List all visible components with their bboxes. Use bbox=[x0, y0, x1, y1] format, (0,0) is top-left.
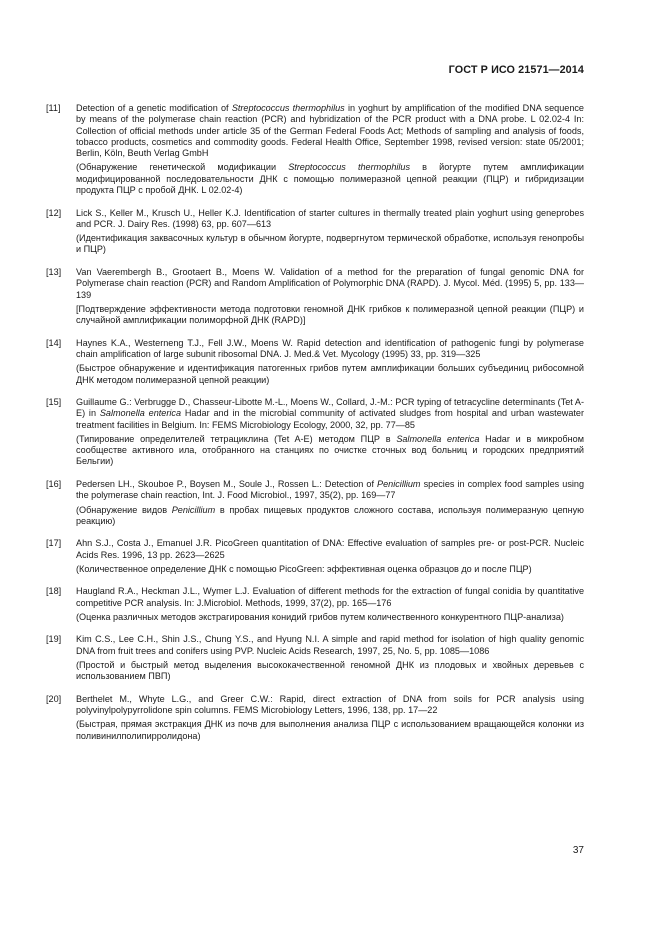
text-run: Hadar and in the microbial community of activated sludges from hospital and urban wastewater treatment facilities in Belgium. In: FEMS Microbiology Ecology, 2000, 32, pp. 77—85 bbox=[76, 408, 584, 430]
reference-body bbox=[76, 338, 584, 386]
reference-item bbox=[46, 397, 584, 468]
reference-citation bbox=[76, 103, 584, 159]
reference-item bbox=[46, 634, 584, 682]
page-number: 37 bbox=[572, 845, 584, 856]
species-name: Streptococcus thermophilus bbox=[288, 162, 411, 173]
reference-item bbox=[46, 103, 584, 196]
text-run: (Идентификация заквасочных культур в обычном йогурте, подвергнутом термической обработке, используя генопробы и ПЦР) bbox=[76, 233, 584, 255]
text-run: Berthelet M., Whyte L.G., and Greer C.W.: Rapid, direct extraction of DNA from soils for PCR analysis using polyvinylpolypyrrolidone spin columns. FEMS Microbiology Letters, 1996, 138, pp. 17—22 bbox=[76, 693, 584, 716]
text-run: Lick S., Keller M., Krusch U., Heller K.J. Identification of starter cultures in thermally treated plain yoghurt using geneprobes and PCR. J. Dairy Res. (1998) 63, pp. 607—613 bbox=[76, 207, 584, 229]
text-run: (Быстрое обнаружение и идентификация патогенных грибов путем амплификации больших субъединиц рибосомной ДНК методом полимеразной цепной реакции) bbox=[76, 363, 584, 385]
reference-citation bbox=[76, 694, 584, 717]
text-run: Hadar и в микробном сообществе активного ила, отобранного на станциях по очистке сточных вод больниц и городских предприятий Бельгии) bbox=[76, 433, 584, 467]
text-run: (Количественное определение ДНК с помощью PicoGreen: эффективная оценка образцов до и после ПЦР) bbox=[76, 563, 532, 574]
species-name: Streptococcus thermophilus bbox=[231, 103, 345, 113]
reference-translation bbox=[76, 719, 584, 742]
reference-translation bbox=[76, 505, 584, 528]
text-run: (Простой и быстрый метод выделения высококачественной геномной ДНК из плодовых и хвойных деревьев с использованием ПВП) bbox=[76, 660, 584, 682]
document-header: ГОСТ Р ИСО 21571—2014 bbox=[448, 64, 584, 76]
text-run: Ahn S.J., Costa J., Emanuel J.R. PicoGreen quantitation of DNA: Effective evaluation of samples pre- or post-PCR. Nucleic Acids Res. 1996, 13 pp. 2623—2625 bbox=[76, 538, 584, 560]
reference-translation bbox=[76, 363, 584, 386]
text-run: Haynes K.A., Westerneng T.J., Fell J.W., Moens W. Rapid detection and identification of pathogenic fungi by polymerase chain amplification of large subunit ribosomal DNA. J. Med.& Vet. Mycology (1995) 33, pp. 319—325 bbox=[76, 337, 584, 359]
reference-citation bbox=[76, 397, 584, 431]
text-run: Van Vaerembergh B., Grootaert B., Moens W. Validation of a method for the preparation of fungal genomic DNA for Polymerase chain reaction (PCR) and Random Amplification of Polymorphic DNA (RAPD). J. Mycol. Méd. (1995) 5, pp. 133—139 bbox=[76, 266, 584, 300]
species-name: Penicillium bbox=[171, 504, 216, 515]
reference-body bbox=[76, 586, 584, 623]
text-run: Guillaume G.: Verbrugge D., Chasseur-Libotte M.-L., Moens W., Collard, J.-M.: PCR typing of tetracycline determinants (Tet A-E) in bbox=[76, 396, 584, 419]
reference-item bbox=[46, 338, 584, 386]
text-run: (Обнаружение генетической модификации bbox=[76, 162, 289, 173]
text-run: (Быстрая, прямая экстракция ДНК из почв для выполнения анализа ПЦР с использованием вращающейся колонки из поливинилполипирролидона) bbox=[76, 719, 584, 741]
reference-list bbox=[46, 103, 584, 753]
reference-body bbox=[76, 397, 584, 468]
reference-number: [13] bbox=[46, 266, 62, 277]
reference-number: [11] bbox=[46, 103, 61, 113]
text-run: Haugland R.A., Heckman J.L., Wymer L.J. Evaluation of different methods for the extraction of fungal conidia by quantitative competitive PCR analysis. In: J.Microbiol. Methods, 1999, 37(2), pp. 165—176 bbox=[76, 586, 584, 608]
text-run: Kim C.S., Lee C.H., Shin J.S., Chung Y.S., and Hyung N.I. A simple and rapid method for isolation of high quality genomic DNA from fruit trees and conifers using PVP. Nucleic Acids Research, 1997, 25, No. 5, pp. 1085—1086 bbox=[76, 634, 584, 656]
text-run: в пробах пищевых продуктов сложного состава, используя полимеразную цепную реакцию) bbox=[76, 504, 584, 526]
reference-body bbox=[76, 103, 584, 196]
text-run: in yoghurt by amplification of the modified DNA sequence by means of the polymerase chain reaction (PCR) and hybridization of the PCR product with a DNA probe. L 02.02-4 In: Collection of official methods under article 35 of the German Federal Foods Act; Methods of sampling and analysis of foods, tobacco products, cosmetics and commodity goods. Federal Health Office, September 1998, revised version: state 05/2001; Berlin, Köln, Beuth Verlag GmbH bbox=[76, 103, 584, 159]
reference-body bbox=[76, 208, 584, 256]
species-name: Penicillium bbox=[377, 478, 421, 489]
reference-item bbox=[46, 538, 584, 575]
reference-citation bbox=[76, 267, 584, 301]
reference-citation bbox=[76, 479, 584, 502]
reference-item bbox=[46, 267, 584, 326]
reference-number: [17] bbox=[46, 538, 62, 549]
text-run: species in complex food samples using the polymerase chain reaction, Int. J. Food Microbiol., 1997, 35(2), pp. 169—77 bbox=[76, 478, 584, 501]
reference-number: [15] bbox=[46, 396, 62, 407]
reference-citation bbox=[76, 208, 584, 231]
text-run: (Обнаружение видов bbox=[76, 504, 172, 515]
reference-item bbox=[46, 586, 584, 623]
reference-body bbox=[76, 694, 584, 742]
reference-citation bbox=[76, 586, 584, 609]
reference-translation bbox=[76, 434, 584, 468]
reference-body bbox=[76, 479, 584, 527]
reference-number: [20] bbox=[46, 693, 62, 704]
reference-citation bbox=[76, 634, 584, 657]
reference-translation bbox=[76, 162, 584, 196]
text-run: Pedersen LH., Skouboe P., Boysen M., Soule J., Rossen L.: Detection of bbox=[76, 478, 378, 489]
reference-body bbox=[76, 267, 584, 326]
reference-translation bbox=[76, 612, 584, 623]
reference-number: [16] bbox=[46, 478, 62, 489]
text-run: (Оценка различных методов экстрагирования конидий грибов путем количественного конкурентного ПЦР-анализа) bbox=[76, 612, 564, 622]
species-name: Salmonella enterica bbox=[396, 433, 480, 444]
reference-body bbox=[76, 634, 584, 682]
text-run: в йогурте путем амплификации модифицированной последовательности ДНК с помощью полимеразной цепной реакции (ПЦР) и гибридизации продукта ПЦР с пробой ДНК. L 02.02-4) bbox=[76, 162, 584, 196]
text-run: (Типирование определителей тетрациклина (Tet A-E) методом ПЦР в bbox=[76, 433, 397, 444]
species-name: Salmonella enterica bbox=[99, 408, 182, 419]
reference-translation bbox=[76, 660, 584, 683]
reference-citation bbox=[76, 338, 584, 361]
reference-translation bbox=[76, 304, 584, 327]
reference-citation bbox=[76, 538, 584, 561]
reference-body bbox=[76, 538, 584, 575]
reference-translation bbox=[76, 233, 584, 256]
reference-translation bbox=[76, 564, 584, 575]
reference-number: [19] bbox=[46, 634, 62, 645]
reference-item bbox=[46, 208, 584, 256]
reference-item bbox=[46, 479, 584, 527]
reference-number: [18] bbox=[46, 586, 62, 597]
reference-number: [14] bbox=[46, 337, 62, 348]
text-run: Detection of a genetic modification of bbox=[76, 103, 232, 113]
text-run: [Подтверждение эффективности метода подготовки геномной ДНК грибков к полимеразной цепной реакции (ПЦР) и случайной амплификации полиморфной ДНК (RAPD)] bbox=[76, 303, 584, 326]
reference-item bbox=[46, 694, 584, 742]
reference-number: [12] bbox=[46, 207, 62, 218]
